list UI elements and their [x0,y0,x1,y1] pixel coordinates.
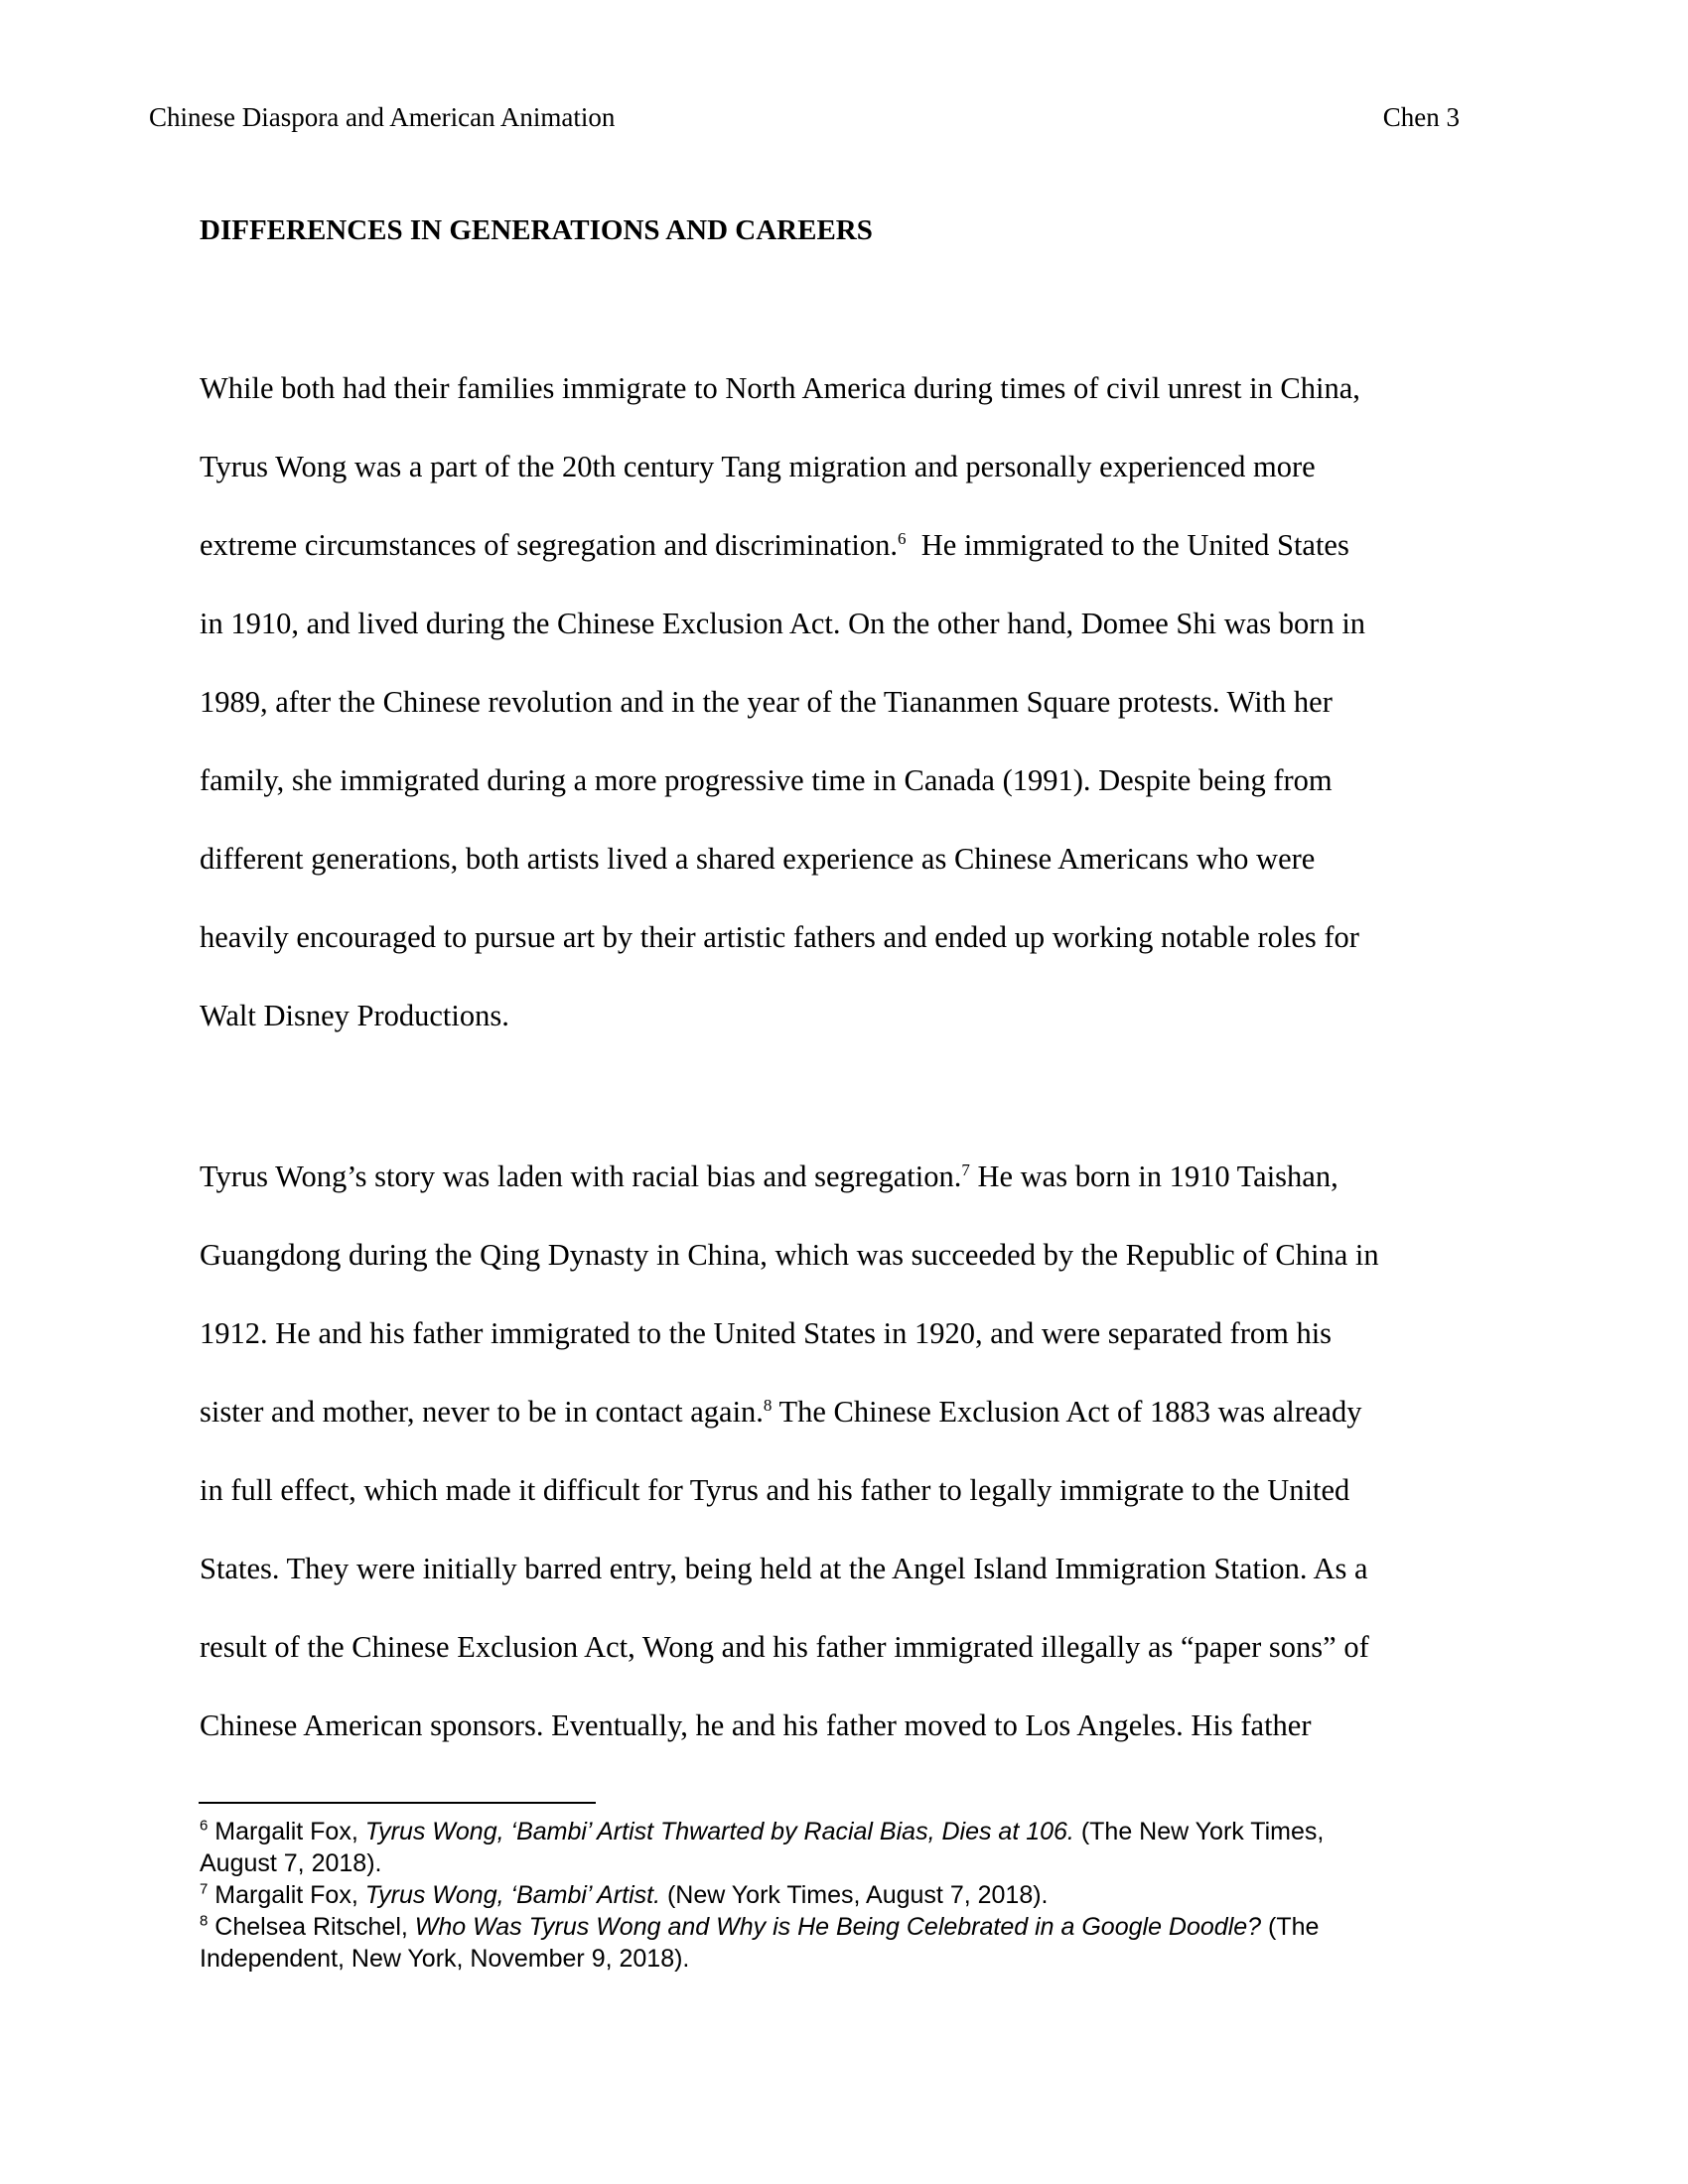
paragraph-line: States. They were initially barred entry, being held at the Angel Island Immigration Station. As a [200,1552,1368,1585]
paragraph-line: heavily encouraged to pursue art by their artistic fathers and ended up working notable roles for [200,920,1359,954]
footnote-publication: (New York Times, August 7, 2018). [660,1881,1049,1909]
footnote-number: 6 [200,1817,209,1835]
page-number-label: Chen 3 [1382,102,1460,132]
footnote-7 [200,1879,1490,1911]
body-paragraph-generations [200,363,1490,1069]
footnote-separator [199,1802,596,1804]
paragraph-line: in full effect, which made it difficult for Tyrus and his father to legally immigrate to the United [200,1473,1350,1507]
line-text: extreme circumstances of segregation and discrimination. [200,528,898,562]
paragraph-line: 1912. He and his father immigrated to the United States in 1920, and were separated from his [200,1316,1333,1350]
footnote-8-continuation: Independent, New York, November 9, 2018). [200,1945,690,1973]
footnote-6-continuation: August 7, 2018). [200,1849,382,1877]
footnote-reference-7[interactable]: 7 [961,1160,970,1179]
line-text: sister and mother, never to be in contact again. [200,1395,764,1429]
footnote-8 [200,1911,1490,1943]
footnote-number: 8 [200,1912,209,1930]
line-text: The Chinese Exclusion Act of 1883 was already [772,1395,1362,1429]
paragraph-line [200,1387,1490,1465]
footnote-author: Chelsea Ritschel, [208,1913,415,1941]
paragraph-line: different generations, both artists lived a shared experience as Chinese Americans who were [200,842,1316,876]
footnote-6 [200,1816,1490,1847]
running-header-title: Chinese Diaspora and American Animation [149,102,616,132]
paragraph-line: result of the Chinese Exclusion Act, Wong and his father immigrated illegally as “paper sons” of [200,1630,1369,1664]
line-text: He immigrated to the United States [906,528,1349,562]
paragraph-line: Guangdong during the Qing Dynasty in China, which was succeeded by the Republic of China in [200,1238,1379,1272]
footnote-reference-6[interactable]: 6 [897,528,907,548]
footnote-publication: (The [1261,1913,1320,1941]
footnotes-section [200,1816,1490,1975]
footnote-title: Tyrus Wong, ‘Bambi’ Artist Thwarted by Racial Bias, Dies at 106. [364,1818,1074,1845]
paragraph-line: While both had their families immigrate to North America during times of civil unrest in China, [200,371,1360,405]
section-heading: DIFFERENCES IN GENERATIONS AND CAREERS [200,214,873,246]
paragraph-line [200,520,1490,599]
line-text: Tyrus Wong’s story was laden with racial bias and segregation. [200,1160,962,1193]
footnote-author: Margalit Fox, [208,1881,365,1909]
footnote-publication: (The New York Times, [1073,1818,1325,1845]
paragraph-line: family, she immigrated during a more progressive time in Canada (1991). Despite being from [200,763,1333,797]
footnote-title: Tyrus Wong, ‘Bambi’ Artist. [364,1881,661,1909]
footnote-reference-8[interactable]: 8 [763,1395,773,1415]
paragraph-line: in 1910, and lived during the Chinese Exclusion Act. On the other hand, Domee Shi was born in [200,607,1366,640]
footnote-number: 7 [200,1880,209,1898]
footnote-author: Margalit Fox, [208,1818,365,1845]
paragraph-line: Tyrus Wong was a part of the 20th century Tang migration and personally experienced more [200,450,1316,483]
paragraph-line: 1989, after the Chinese revolution and in the year of the Tiananmen Square protests. With her [200,685,1333,719]
footnote-title: Who Was Tyrus Wong and Why is He Being Celebrated in a Google Doodle? [414,1913,1262,1941]
paragraph-line: Chinese American sponsors. Eventually, he and his father moved to Los Angeles. His father [200,1708,1312,1742]
body-paragraph-tyrus-wong [200,1152,1490,1779]
paragraph-line [200,1152,1490,1230]
paragraph-line: Walt Disney Productions. [200,999,509,1032]
line-text: He was born in 1910 Taishan, [969,1160,1338,1193]
